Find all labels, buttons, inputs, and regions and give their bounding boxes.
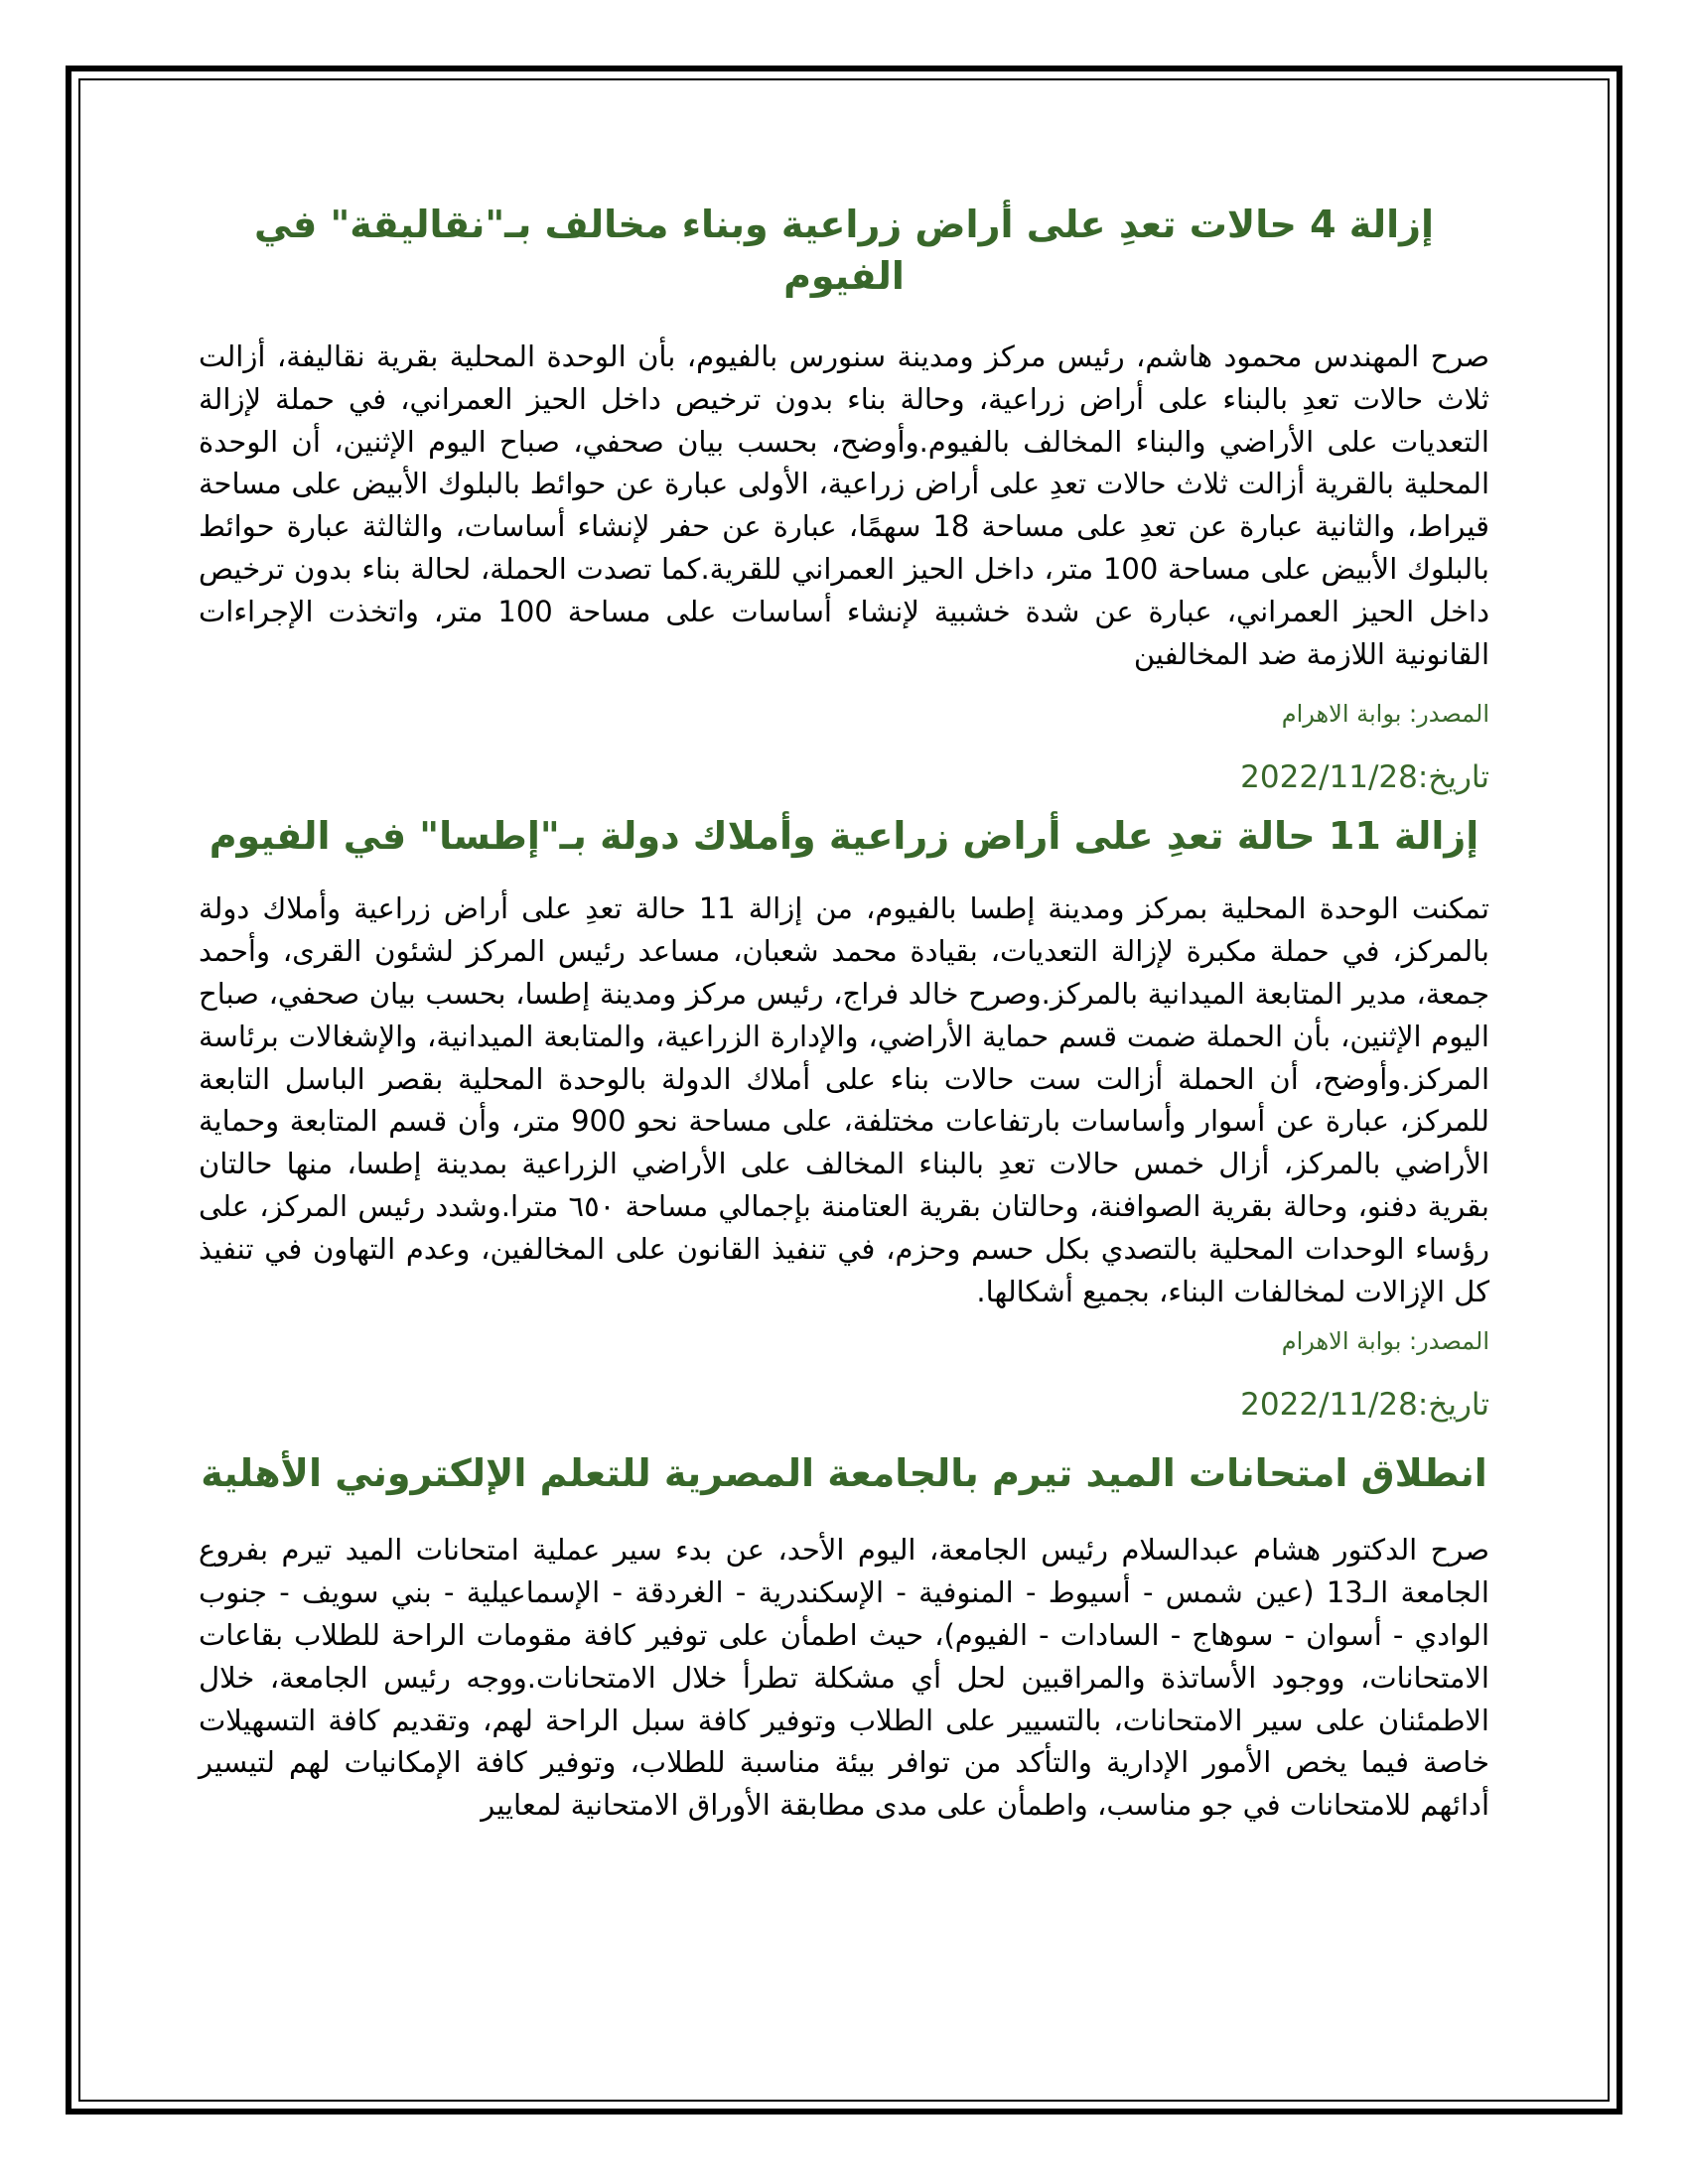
article-headline: إزالة 11 حالة تعدِ على أراض زراعية وأملاك دولة بـ"إطسا" في الفيوم	[209, 814, 1479, 859]
article-3	[199, 1447, 1489, 1827]
article-body: صرح المهندس محمود هاشم، رئيس مركز ومدينة سنورس بالفيوم، بأن الوحدة المحلية بقرية نقاليفة، أزالت ثلاث حالات تعدِ بالبناء على أراض زراعية، وحالة بناء بدون ترخيص داخل الحيز العمراني، في حملة لإزالة التعديات على الأراضي والبناء المخالف بالفيوم.وأوضح، بحسب بيان صحفي، صباح اليوم الإثنين، أن الوحدة المحلية بالقرية أزالت ثلاث حالات تعدِ على أراض زراعية، الأولى عبارة عن حوائط بالبلوك الأبيض على مساحة قيراط، والثانية عبارة عن تعدِ على مساحة 18 سهمًا، عبارة عن حفر لإنشاء أساسات، والثالثة عبارة حوائط بالبلوك الأبيض على مساحة 100 متر، داخل الحيز العمراني للقرية.كما تصدت الحملة، لحالة بناء بدون ترخيص داخل الحيز العمراني، عبارة عن شدة خشبية لإنشاء أساسات على مساحة 100 متر، واتخذت الإجراءات القانونية اللازمة ضد المخالفين	[199, 340, 1489, 671]
article-headline: انطلاق امتحانات الميد تيرم بالجامعة المصرية للتعلم الإلكتروني الأهلية	[201, 1451, 1487, 1496]
article-date: تاريخ:2022/11/28	[1240, 1387, 1489, 1424]
article-headline: إزالة 4 حالات تعدِ على أراض زراعية وبناء مخالف بـ"نقاليقة" في الفيوم	[253, 203, 1435, 298]
article-body: تمكنت الوحدة المحلية بمركز ومدينة إطسا بالفيوم، من إزالة 11 حالة تعدِ على أراض زراعية وأملاك دولة بالمركز، في حملة مكبرة لإزالة التعديات، بقيادة محمد شعبان، مساعد رئيس المركز لشئون القرى، وأحمد جمعة، مدير المتابعة الميدانية بالمركز.وصرح خالد فراج، رئيس مركز ومدينة إطسا، بحسب بيان صحفي، صباح اليوم الإثنين، بأن الحملة ضمت قسم حماية الأراضي، والإدارة الزراعية، والمتابعة الميدانية، والإشغالات برئاسة المركز.وأوضح، أن الحملة أزالت ست حالات بناء على أملاك الدولة بالوحدة المحلية بقصر الباسل التابعة للمركز، عبارة عن أسوار وأساسات بارتفاعات مختلفة، على مساحة نحو 900 متر، وأن قسم المتابعة وحماية الأراضي بالمركز، أزال خمس حالات تعدِ بالبناء المخالف على الأراضي الزراعية بمدينة إطسا، منها حالتان بقرية دفنو، وحالة بقرية الصوافنة، وحالتان بقرية العتامنة بإجمالي مساحة ٦٥٠ مترا.وشدد رئيس المركز، على رؤساء الوحدات المحلية بالتصدي بكل حسم وحزم، في تنفيذ القانون على المخالفين، وعدم التهاون في تنفيذ كل الإزالات لمخالفات البناء، بجميع أشكالها.	[199, 891, 1489, 1308]
article-source: المصدر: بوابة الاهرام	[1281, 1327, 1489, 1356]
article-body: صرح الدكتور هشام عبدالسلام رئيس الجامعة، اليوم الأحد، عن بدء سير عملية امتحانات الميد تيرم بفروع الجامعة الـ13 (عين شمس - أسيوط - المنوفية - الإسكندرية - الغردقة - الإسماعيلية - بني سويف - جنوب الوادي - أسوان - سوهاج - السادات - الفيوم)، حيث اطمأن على توفير كافة مقومات الراحة للطلاب بقاعات الامتحانات، ووجود الأساتذة والمراقبين لحل أي مشكلة تطرأ خلال الامتحانات.ووجه رئيس الجامعة، خلال الاطمئنان على سير الامتحانات، بالتسيير على الطلاب وتوفير كافة سبل الراحة لهم، وتقديم كافة التسهيلات خاصة فيما يخص الأمور الإدارية والتأكد من توافر بيئة مناسبة للطلاب، وتوفير كافة الإمكانيات لهم لتيسير أدائهم للامتحانات في جو مناسب، واطمأن على مدى مطابقة الأوراق الامتحانية لمعايير	[199, 1533, 1489, 1823]
article-2	[199, 810, 1489, 1426]
article-1	[199, 199, 1489, 798]
document-body	[199, 189, 1489, 1827]
article-date: تاريخ:2022/11/28	[1240, 759, 1489, 796]
article-source: المصدر: بوابة الاهرام	[1281, 700, 1489, 729]
